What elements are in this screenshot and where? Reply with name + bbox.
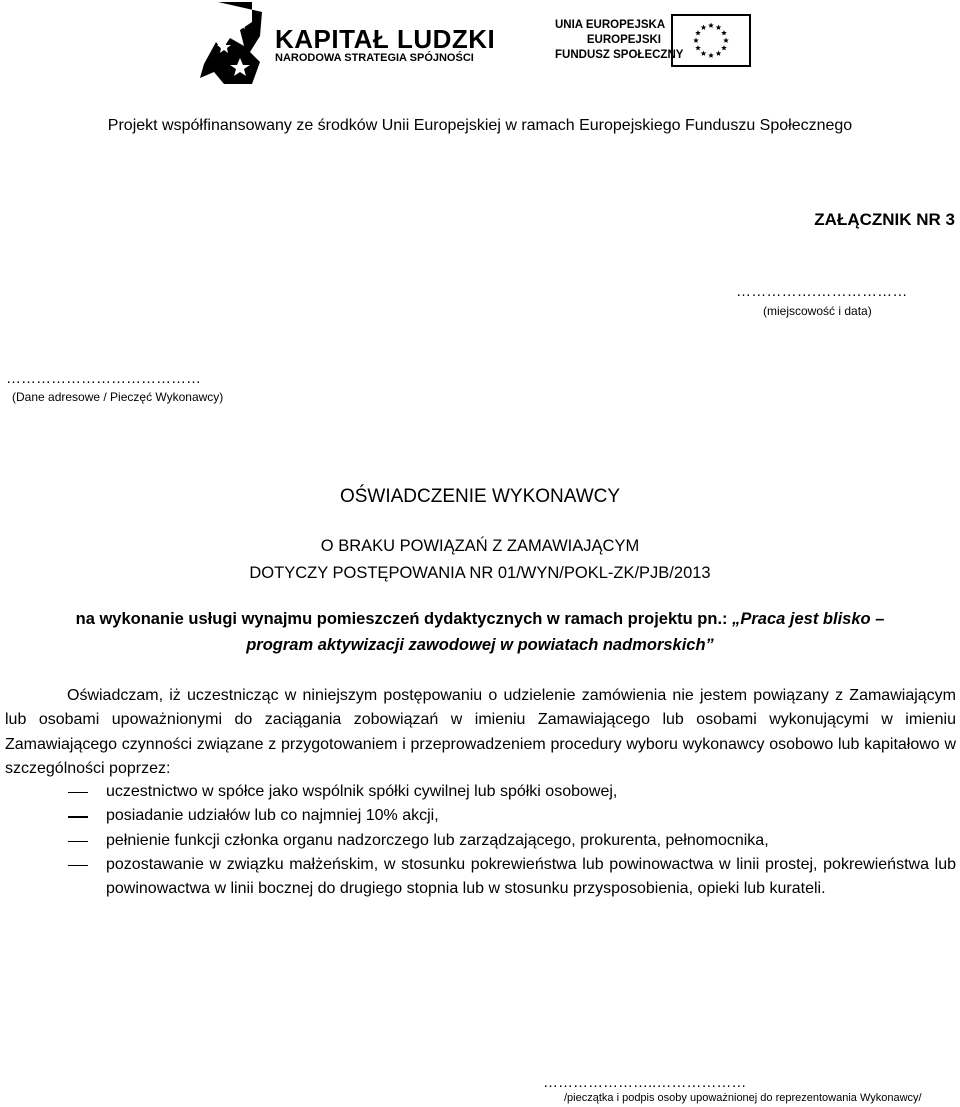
list-item-text: uczestnictwo w spółce jako wspólnik spółki cywilnej lub spółki osobowej,: [106, 783, 618, 800]
declaration-paragraph: Oświadczam, iż uczestnicząc w niniejszym postępowaniu o udzielenie zamówienia nie jestem powiązany z Zamawiającym lub osobami upoważnionymi do zaciągania zobowiązań w imieniu Zamawiającego lub osobami wykonującymi w imieniu Zamawiającego czynności związane z przygotowaniem i przeprowadzeniem procedury wyboru wykonawcy osobowo lub kapitałowo w szczególności poprzez:: [5, 687, 956, 777]
annex-label: ZAŁĄCZNIK NR 3: [814, 210, 955, 229]
eu-star-icon: [695, 30, 701, 35]
document-title: OŚWIADCZENIE WYKONAWCY: [339, 486, 621, 507]
eu-star-icon: [701, 50, 707, 55]
contractor-address-caption: (Dane adresowe / Pieczęć Wykonawcy): [12, 390, 224, 404]
signature-line: …………………..………………: [543, 1074, 747, 1091]
eu-flag-icon: [671, 14, 751, 67]
list-item-text: pozostawanie w związku małżeńskim, w stosunku pokrewieństwa lub powinowactwa w linii prostej, pokrewieństwa lub powinowactwa w linii bocznej do drugiego stopnia lub w stosunku przysposobienia, opieki lub kurateli.: [106, 855, 956, 898]
kapital-ludzki-emblem-icon: [200, 2, 270, 84]
eu-star-icon: [716, 25, 722, 30]
service-text: na wykonanie usługi wynajmu pomieszczeń dydaktycznych w ramach projektu pn.:: [75, 610, 733, 628]
eu-logo: [555, 14, 755, 70]
document-subtitle-1: O BRAKU POWIĄZAŃ Z ZAMAWIAJĄCYM: [320, 537, 640, 555]
eu-logo-line1: UNIA EUROPEJSKA: [555, 19, 666, 31]
eu-star-icon: [716, 50, 722, 55]
eu-star-icon: [708, 53, 714, 58]
eu-star-icon: [701, 25, 707, 30]
dash-bullet-icon: [68, 865, 88, 866]
kapital-ludzki-logo: [200, 2, 496, 84]
eu-logo-line3: FUNDUSZ SPOŁECZNY: [555, 49, 684, 61]
eu-logo-text: [555, 18, 684, 63]
eu-star-icon: [723, 38, 729, 43]
project-name-end: program aktywizacji zawodowej w powiatach nadmorskich”: [246, 636, 714, 654]
eu-star-icon: [721, 45, 727, 50]
place-date-caption: (miejscowość i data): [763, 304, 872, 318]
eu-logo-line2: EUROPEJSKI: [586, 34, 661, 46]
funding-statement: Projekt współfinansowany ze środków Unii Europejskiej w ramach Europejskiego Funduszu Społecznego: [107, 117, 853, 134]
signature-caption: /pieczątka i podpis osoby upoważnionej do reprezentowania Wykonawcy/: [564, 1092, 922, 1104]
service-description-line1: [0, 610, 960, 629]
project-name-start: „Praca jest blisko –: [732, 610, 885, 628]
eu-star-icon: [695, 45, 701, 50]
dash-bullet-icon: [68, 841, 88, 842]
eu-star-icon: [693, 38, 699, 43]
relationship-list: [0, 780, 960, 901]
dash-bullet-icon: [68, 792, 88, 793]
list-item-text: pełnienie funkcji członka organu nadzorczego lub zarządzającego, prokurenta, pełnomocnika,: [106, 831, 769, 849]
list-item: [0, 804, 960, 828]
dash-bullet-icon: [68, 816, 88, 817]
contractor-address-line: …………………………………: [6, 370, 201, 387]
list-item: [0, 780, 960, 804]
list-item-text: posiadanie udziałów lub co najmniej 10% akcji,: [106, 807, 439, 825]
eu-star-icon: [708, 23, 714, 28]
declaration-body: [5, 684, 956, 781]
place-date-line: …………….………………: [736, 283, 908, 300]
eu-star-icon: [721, 30, 727, 35]
kapital-ludzki-title: KAPITAŁ LUDZKI: [275, 24, 496, 54]
document-subtitle-2: DOTYCZY POSTĘPOWANIA NR 01/WYN/POKL-ZK/PJB/2013: [249, 564, 711, 582]
kapital-ludzki-subtitle: NARODOWA STRATEGIA SPÓJNOŚCI: [275, 52, 474, 64]
list-item: [0, 853, 960, 902]
list-item: [0, 829, 960, 853]
